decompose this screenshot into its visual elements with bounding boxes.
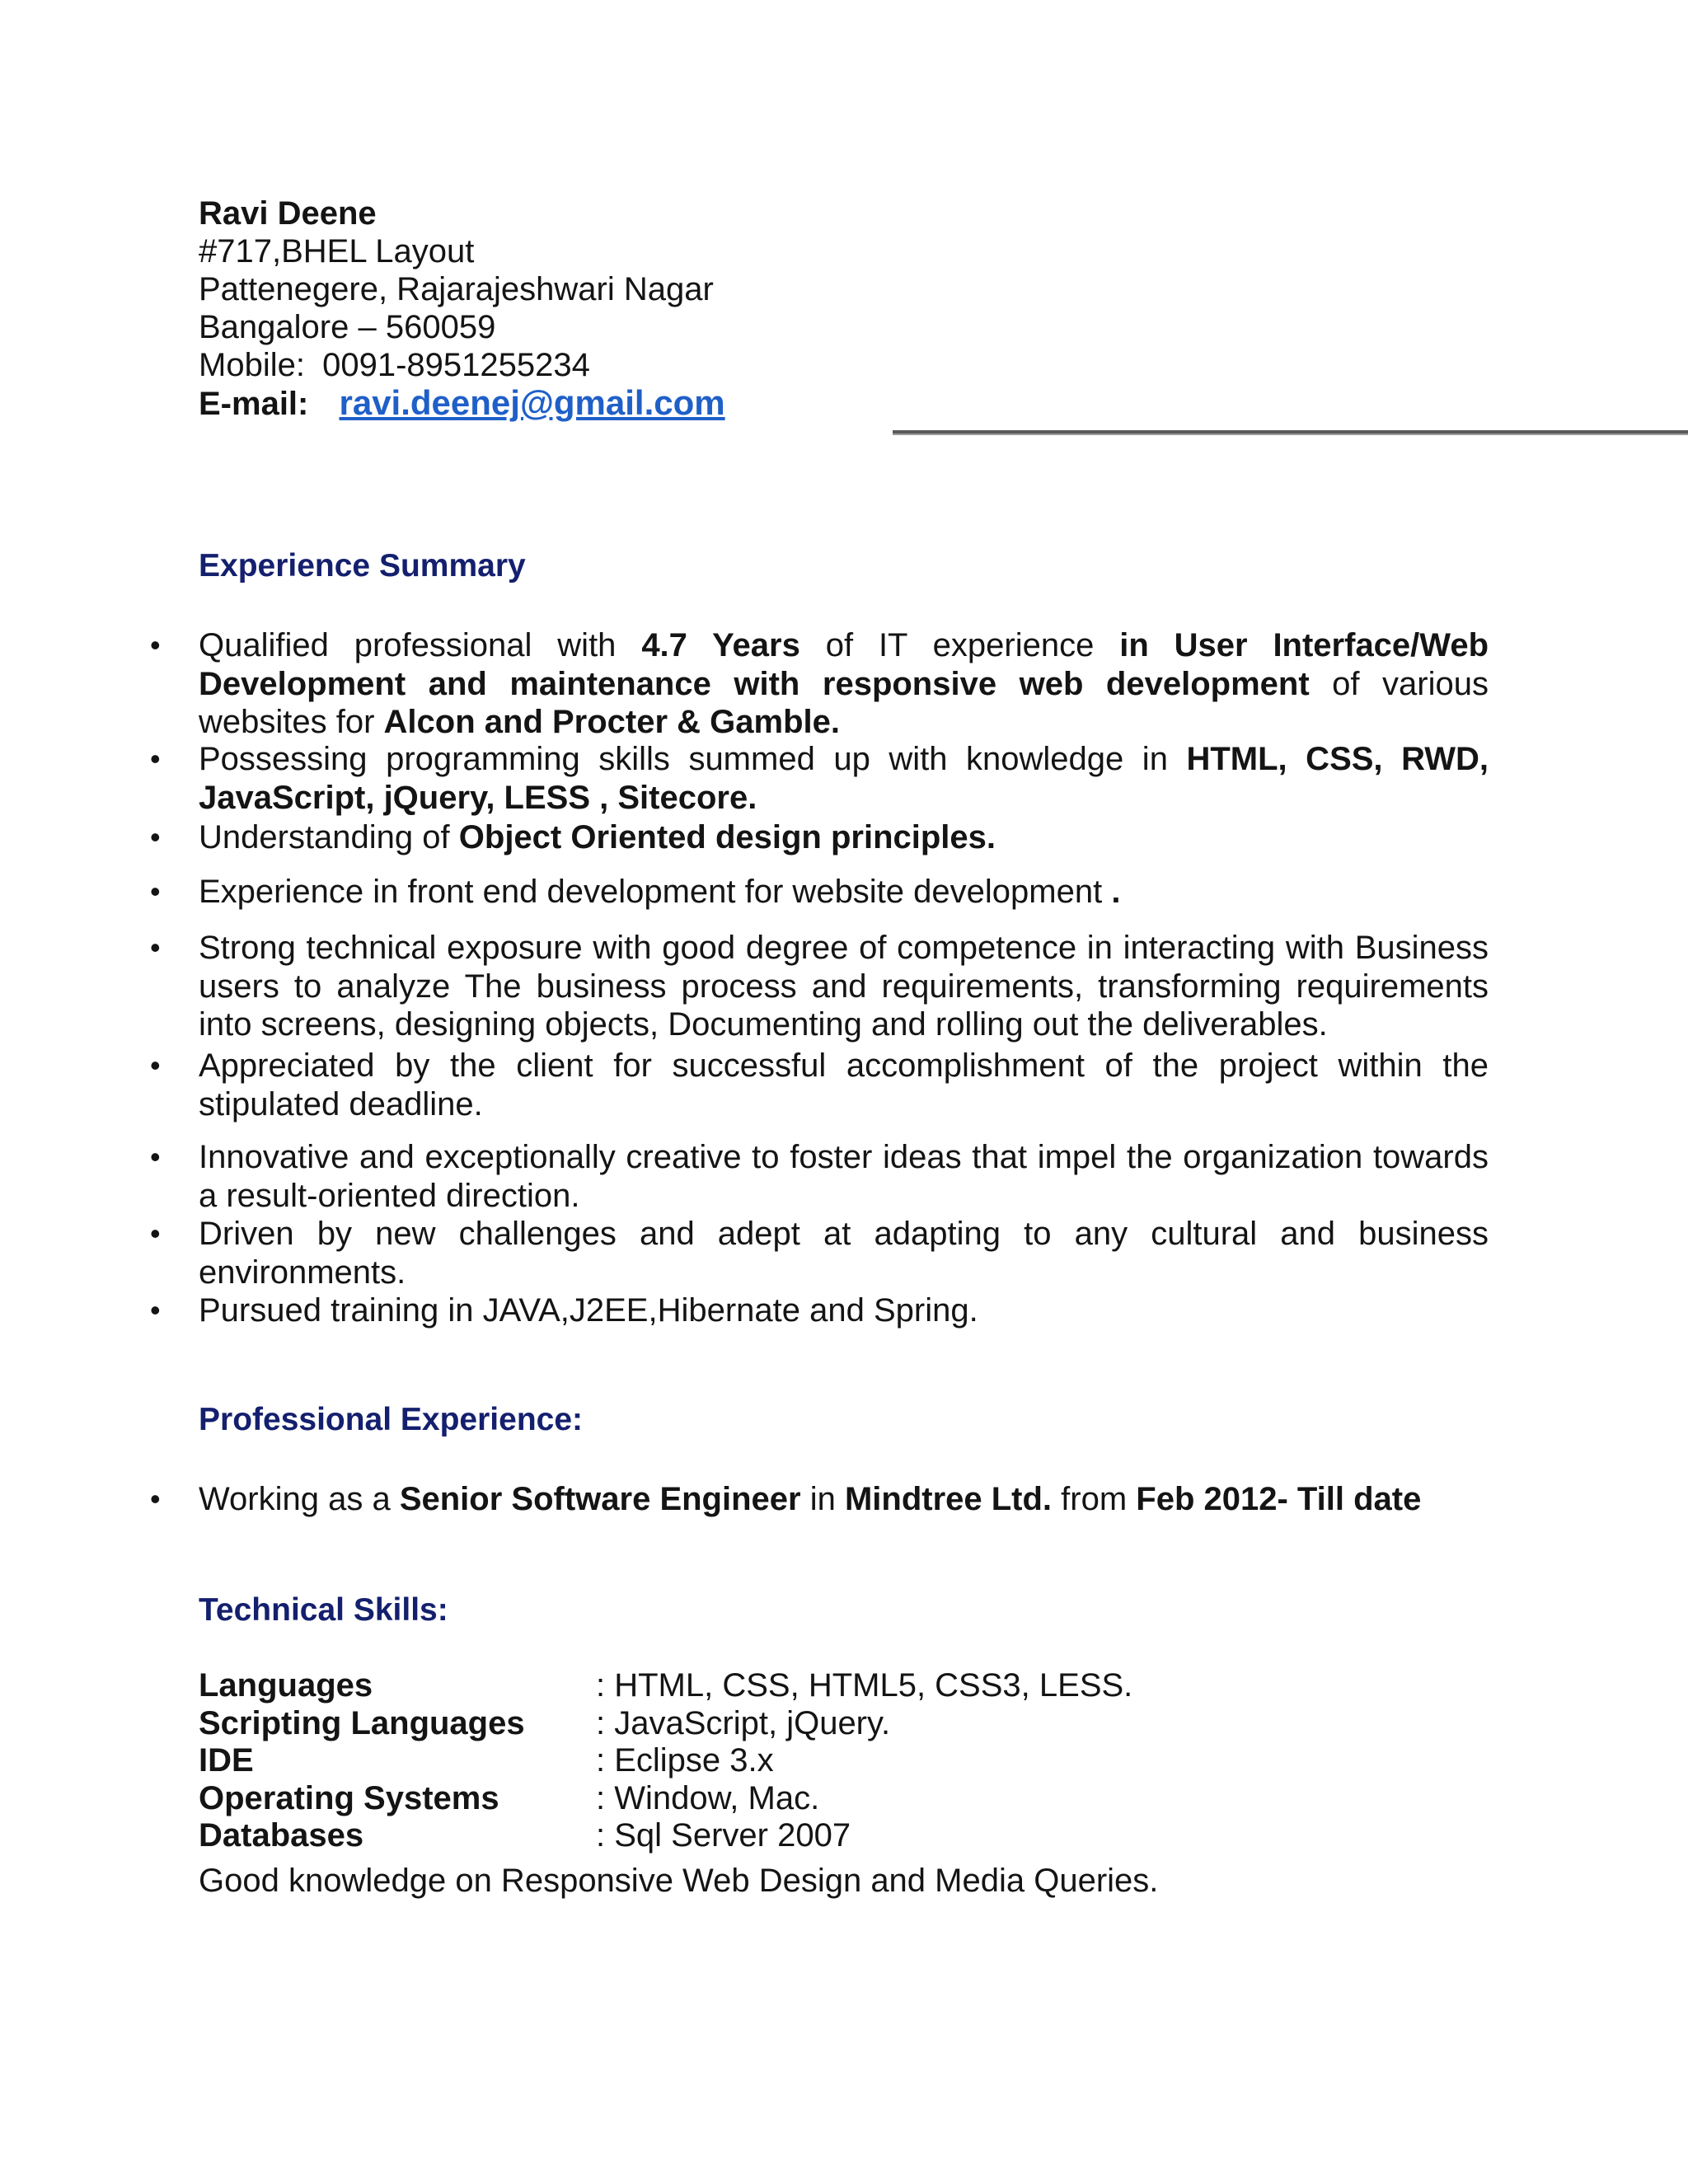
experience-item-1: [199, 1480, 1489, 1519]
skill-value: : Sql Server 2007: [596, 1817, 851, 1854]
text-run: Pursued training in JAVA,J2EE,Hibernate and Spring.: [199, 1292, 978, 1329]
summary-item-4: [199, 873, 1489, 912]
bold-text-run: Feb 2012- Till date: [1136, 1481, 1422, 1517]
skill-label: IDE: [199, 1742, 254, 1779]
mobile-line: [199, 346, 725, 384]
bold-text-run: Mindtree Ltd.: [844, 1481, 1053, 1517]
text-run: in: [800, 1481, 845, 1517]
skill-label: Databases: [199, 1817, 364, 1854]
skill-label: Languages: [199, 1667, 373, 1704]
email-line: [199, 384, 725, 423]
text-run: Possessing programming skills summed up with knowledge in: [199, 741, 1187, 777]
bullet-glyph: •: [150, 820, 161, 854]
skill-value: : HTML, CSS, HTML5, CSS3, LESS.: [596, 1667, 1133, 1704]
summary-item-6: [199, 1047, 1489, 1123]
bullet-glyph: •: [150, 1216, 161, 1250]
text-run: of IT experience: [799, 627, 1120, 663]
summary-item-1: [199, 626, 1489, 742]
technical-skills-heading: Technical Skills:: [199, 1592, 448, 1628]
skill-label: Operating Systems: [199, 1779, 499, 1816]
bold-text-run: Alcon and Procter & Gamble.: [383, 704, 840, 740]
bullet-glyph: •: [150, 930, 161, 964]
header-divider: [893, 430, 1688, 434]
mobile-label: Mobile:: [199, 347, 305, 383]
summary-item-2: [199, 740, 1489, 817]
text-run: Innovative and exceptionally creative to foster ideas that impel the organization towards a result-oriented direction.: [199, 1139, 1489, 1214]
text-run: from: [1052, 1481, 1137, 1517]
bold-text-run: 4.7 Years: [641, 627, 800, 663]
candidate-name: Ravi Deene: [199, 195, 377, 232]
text-run: Qualified professional with: [199, 627, 642, 663]
address-line-3: Bangalore – 560059: [199, 309, 496, 345]
text-run: Appreciated by the client for successful accomplishment of the project within the stipulated deadline.: [199, 1047, 1489, 1122]
bullet-glyph: •: [150, 874, 161, 908]
professional-experience-heading: Professional Experience:: [199, 1402, 584, 1437]
bullet-glyph: •: [150, 628, 161, 662]
summary-item-8: [199, 1215, 1489, 1291]
skills-note: Good knowledge on Responsive Web Design and Media Queries.: [199, 1863, 1159, 1899]
text-run: Strong technical exposure with good degree of competence in interacting with Business users to analyze The business process and requirements, transforming requirements into screens, designing objects, Documenting and rolling out the deliverables.: [199, 930, 1489, 1043]
bold-text-run: Object Oriented design principles.: [458, 819, 996, 855]
bullet-glyph: •: [150, 1140, 161, 1174]
skill-value: : Window, Mac.: [596, 1779, 820, 1816]
mobile-number: 0091-8951255234: [322, 347, 590, 383]
summary-item-7: [199, 1138, 1489, 1215]
bold-text-run: in User Interface/Web Development and maintenance with responsive web development: [199, 627, 1489, 702]
bold-text-run: Senior Software Engineer: [399, 1481, 801, 1517]
skill-value: : Eclipse 3.x: [596, 1742, 774, 1779]
text-run: of various websites for: [199, 665, 1489, 740]
bullet-glyph: •: [150, 1048, 161, 1082]
text-run: Driven by new challenges and adept at adapting to any cultural and business environments.: [199, 1216, 1489, 1291]
text-run: Understanding of: [199, 819, 459, 855]
text-run: Working as a: [199, 1481, 400, 1517]
bullet-glyph: •: [150, 742, 161, 776]
email-label: E-mail:: [199, 386, 309, 422]
summary-item-9: [199, 1291, 1489, 1330]
text-run: Experience in front end development for website development: [199, 874, 1112, 910]
skill-value: : JavaScript, jQuery.: [596, 1704, 891, 1741]
address-line-1: #717,BHEL Layout: [199, 233, 475, 269]
email-link[interactable]: ravi.deenej@gmail.com: [339, 383, 725, 422]
summary-item-3: [199, 818, 1489, 857]
bold-text-run: .: [1111, 874, 1121, 910]
experience-summary-heading: Experience Summary: [199, 548, 526, 583]
contact-block: [199, 194, 725, 423]
bullet-glyph: •: [150, 1293, 161, 1327]
address-line-2: Pattenegere, Rajarajeshwari Nagar: [199, 271, 714, 307]
bullet-glyph: •: [150, 1482, 161, 1516]
summary-item-5: [199, 929, 1489, 1044]
bold-text-run: HTML, CSS, RWD, JavaScript, jQuery, LESS , Sitecore.: [199, 741, 1489, 816]
skill-label: Scripting Languages: [199, 1704, 525, 1741]
